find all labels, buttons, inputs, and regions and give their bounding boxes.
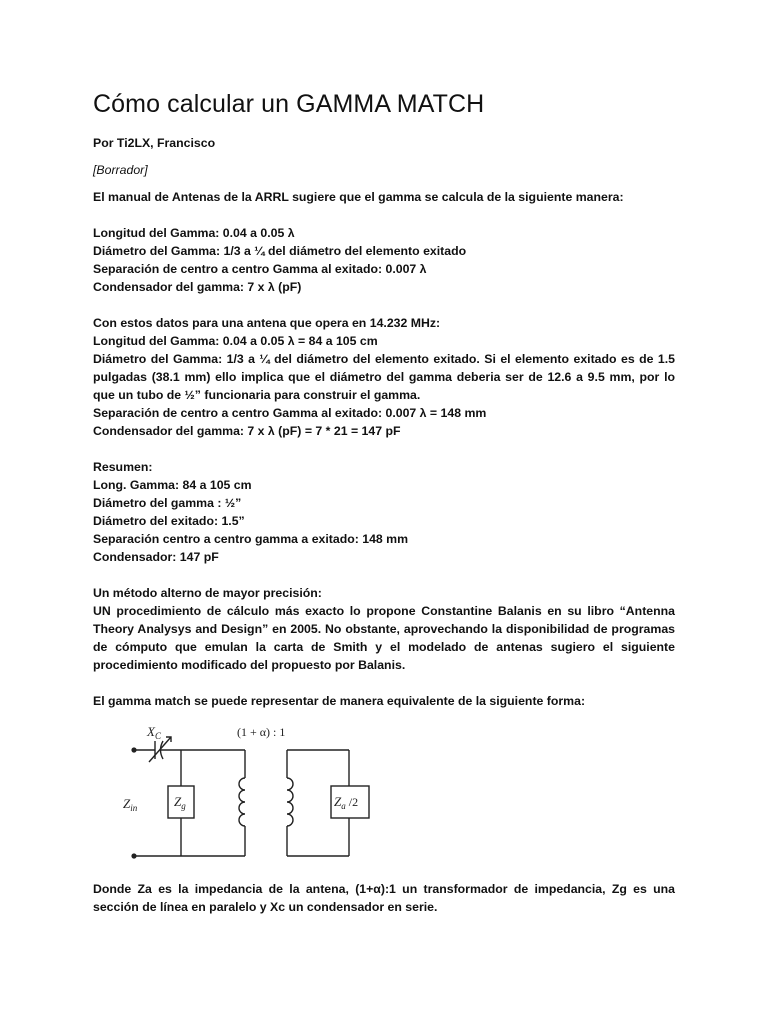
author-line: Por Ti2LX, Francisco	[93, 136, 216, 150]
gamma-equivalent-circuit	[119, 722, 539, 872]
zg-label: $Z_g$	[174, 794, 186, 811]
example-line: Separación de centro a centro Gamma al exitado: 0.007 λ = 148 mm	[93, 406, 487, 420]
draft-status: [Borrador]	[93, 163, 148, 177]
input-terminal-bottom	[131, 853, 136, 858]
ratio-label: (1 + α) : 1	[237, 725, 286, 739]
arrl-rules-list	[93, 224, 675, 296]
summary-line: Separación centro a centro gamma a exitado: 148 mm	[93, 532, 409, 546]
arrl-rule-line: Separación de centro a centro Gamma al exitado: 0.007 λ	[93, 262, 427, 276]
alt-method-paragraph: UN procedimiento de cálculo más exacto lo propone Constantine Balanis en su libro “Antenna Theory Analysys and Design” en 2005. No obstante, aprovechando la disponibilidad de programas de cómputo que emulan la carta de Smith y el modelado de antenas sugiero el siguiente procedimiento modificado del propuesto por Balanis.	[93, 604, 675, 672]
zin-label: $Z_{in}$	[123, 796, 138, 813]
summary-line: Diámetro del exitado: 1.5”	[93, 514, 245, 528]
arrl-rule-line: Diámetro del Gamma: 1/3 a ¼ del diámetro del elemento exitado	[93, 244, 467, 258]
summary-line: Condensador: 147 pF	[93, 550, 219, 564]
example-line: Longitud del Gamma: 0.04 a 0.05 λ = 84 a 105 cm	[93, 334, 378, 348]
example-line: Condensador del gamma: 7 x λ (pF) = 7 * 21 = 147 pF	[93, 424, 401, 438]
example-lines	[93, 332, 675, 440]
equivalent-intro: El gamma match se puede representar de manera equivalente de la siguiente forma:	[93, 694, 586, 708]
conclusion-paragraph: Donde Za es la impedancia de la antena, (1+α):1 un transformador de impedancia, Zg es una sección de línea en paralelo y Xc un condensador en serie.	[93, 882, 675, 914]
summary-line: Long. Gamma: 84 a 105 cm	[93, 478, 252, 492]
example-heading: Con estos datos para una antena que opera en 14.232 MHz:	[93, 316, 441, 330]
za-label: $Z_a$ /2	[334, 794, 359, 811]
xc-label: $X_C$	[147, 724, 161, 741]
intro-paragraph: El manual de Antenas de la ARRL sugiere que el gamma se calcula de la siguiente manera:	[93, 190, 624, 204]
input-terminal-top	[131, 747, 136, 752]
alt-method-heading: Un método alterno de mayor precisión:	[93, 586, 322, 600]
example-line: Diámetro del Gamma: 1/3 a ¼ del diámetro del elemento exitado. Si el elemento exitado es de 1.5 pulgadas (38.1 mm) ello implica que el diámetro del gamma deberia ser de 12.6 a 9.5 mm, por lo que un tubo de ½” funcionaria para construir el gamma.	[93, 352, 675, 402]
summary-line: Diámetro del gamma : ½”	[93, 496, 242, 510]
arrl-rule-line: Longitud del Gamma: 0.04 a 0.05 λ	[93, 226, 295, 240]
document-page	[93, 88, 675, 916]
arrl-rule-line: Condensador del gamma: 7 x λ (pF)	[93, 280, 302, 294]
document-title: Cómo calcular un GAMMA MATCH	[93, 90, 485, 118]
summary-list	[93, 476, 675, 566]
summary-heading: Resumen:	[93, 460, 153, 474]
